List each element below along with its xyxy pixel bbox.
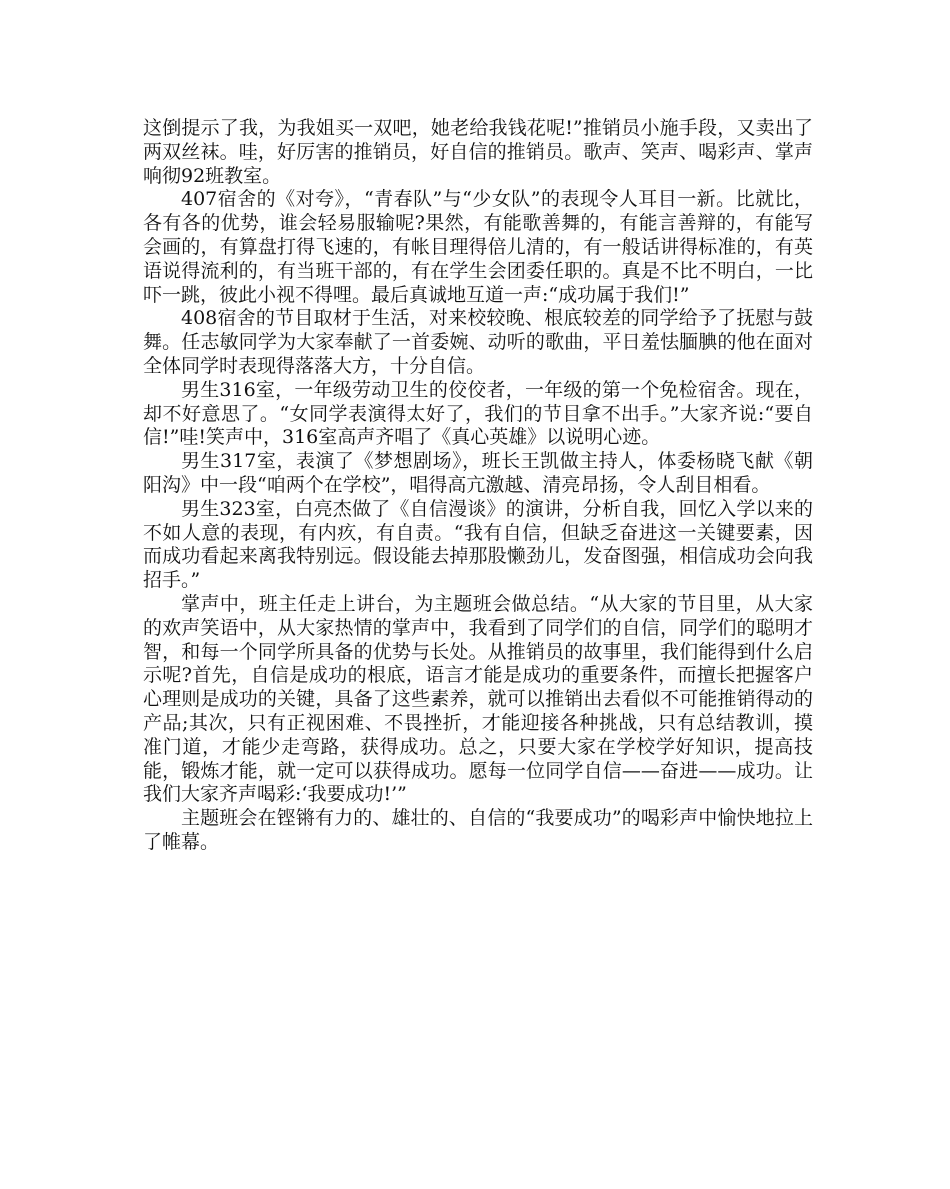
paragraph: 男生323室，白亮杰做了《自信漫谈》的演讲，分析自我，回忆入学以来的不如人意的表现，有内疚，有自责。“我有自信，但缺乏奋进这一关键要素，因而成功看起来离我特别远。假设能去掉那股懒劲儿，发奋图强，相信成功会向我招手。” — [143, 497, 813, 592]
paragraph: 408宿舍的节目取材于生活，对来校较晚、根底较差的同学给予了抚慰与鼓舞。任志敏同学为大家奉献了一首委婉、动听的歌曲，平日羞怯腼腆的他在面对全体同学时表现得落落大方，十分自信。 — [143, 307, 813, 377]
paragraph: 主题班会在铿锵有力的、雄壮的、自信的“我要成功”的喝彩声中愉快地拉上了帷幕。 — [143, 807, 813, 853]
paragraph: 男生317室，表演了《梦想剧场》，班长王凯做主持人，体委杨晓飞献《朝阳沟》中一段“咱两个在学校”，唱得高亢激越、清亮昂扬，令人刮目相看。 — [143, 450, 813, 496]
paragraph: 407宿舍的《对夸》，“青春队”与“少女队”的表现令人耳目一新。比就比，各有各的优势，谁会轻易服输呢?果然，有能歌善舞的，有能言善辩的，有能写会画的，有算盘打得飞速的，有帐目理得倍儿清的，有一般话讲得标准的，有英语说得流利的，有当班干部的，有在学生会团委任职的。真是不比不明白，一比吓一跳，彼此小视不得哩。最后真诚地互道一声:“成功属于我们!” — [143, 188, 813, 306]
paragraph: 这倒提示了我，为我姐买一双吧，她老给我钱花呢!”推销员小施手段，又卖出了两双丝袜。哇，好厉害的推销员，好自信的推销员。歌声、笑声、喝彩声、掌声响彻92班教室。 — [143, 117, 813, 187]
paragraph: 掌声中，班主任走上讲台，为主题班会做总结。“从大家的节目里，从大家的欢声笑语中，从大家热情的掌声中，我看到了同学们的自信，同学们的聪明才智，和每一个同学所具备的优势与长处。从推销员的故事里，我们能得到什么启示呢?首先，自信是成功的根底，语言才能是成功的重要条件，而擅长把握客户心理则是成功的关键，具备了这些素养，就可以推销出去看似不可能推销得动的产品;其次，只有正视困难、不畏挫折，才能迎接各种挑战，只有总结教训，摸准门道，才能少走弯路，获得成功。总之，只要大家在学校学好知识，提高技能，锻炼才能，就一定可以获得成功。愿每一位同学自信——奋进——成功。让我们大家齐声喝彩:‘我要成功!’” — [143, 592, 813, 806]
paragraph: 男生316室，一年级劳动卫生的佼佼者，一年级的第一个免检宿舍。现在，却不好意思了。“女同学表演得太好了，我们的节目拿不出手。”大家齐说:“要自信!”哇!笑声中，316室高声齐唱了《真心英雄》以说明心迹。 — [143, 378, 813, 449]
document-body — [143, 117, 813, 855]
